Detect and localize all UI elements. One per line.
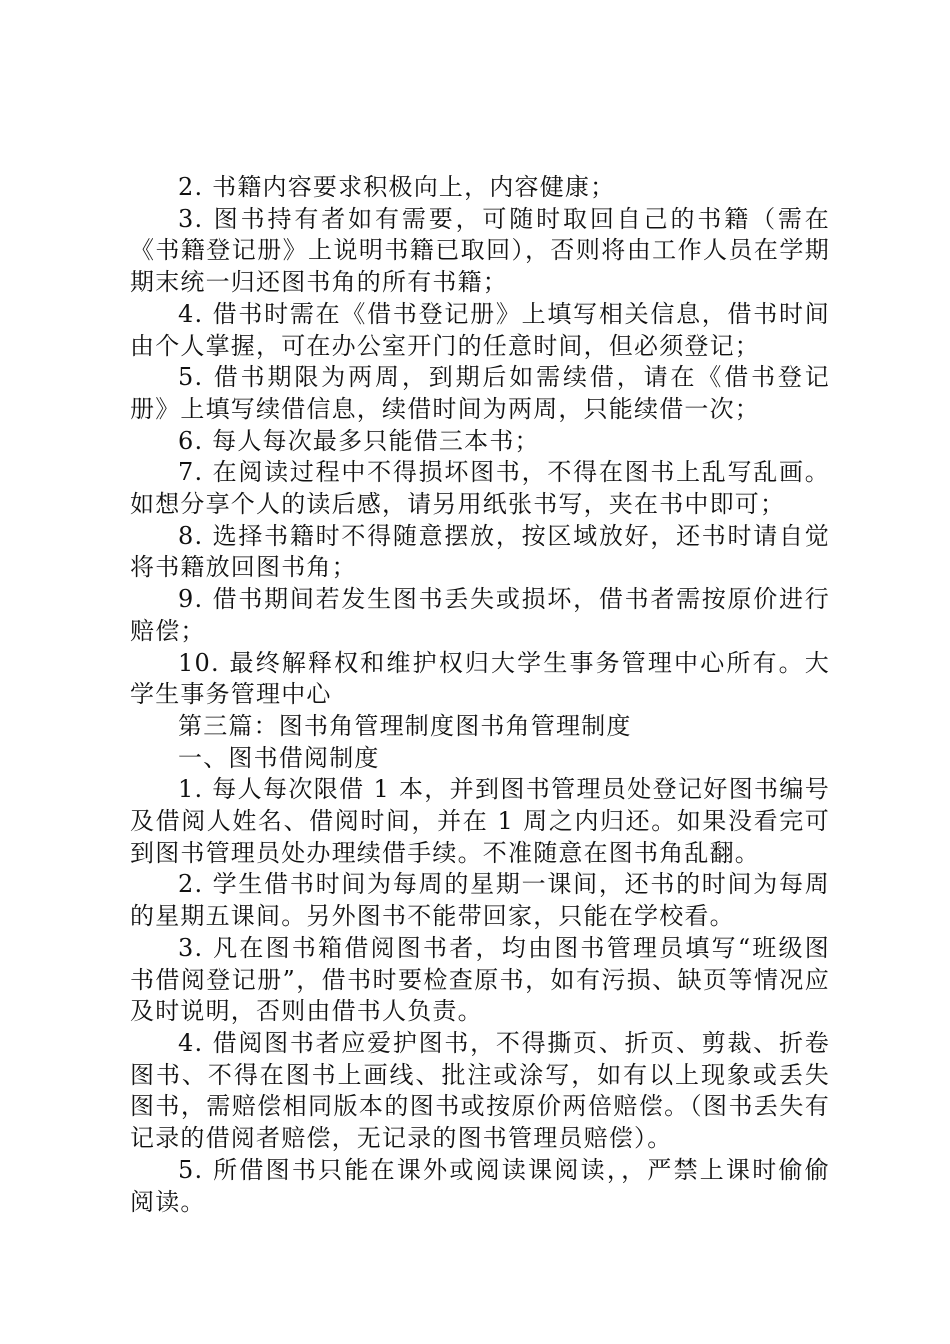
rule-paragraph: 9. 借书期间若发生图书丢失或损坏，借书者需按原价进行赔偿； (130, 585, 830, 645)
subsection-heading: 一、图书借阅制度 (178, 743, 380, 772)
rule-paragraph: 8. 选择书籍时不得随意摆放，按区域放好，还书时请自觉将书籍放回图书角； (130, 521, 830, 582)
rule-paragraph: 2. 学生借书时间为每周的星期一课间，还书的时间为每周的星期五课间。另外图书不能带回家，只能在学校看。 (130, 870, 830, 931)
rule-paragraph: 3. 图书持有者如有需要，可随时取回自己的书籍（需在《书籍登记册》上说明书籍已取回），否则将由工作人员在学期期末统一归还图书角的所有书籍； (130, 204, 830, 297)
document-body (130, 172, 830, 1218)
rule-paragraph: 5. 所借图书只能在课外或阅读课阅读，，严禁上课时偷偷阅读。 (130, 1155, 830, 1216)
rule-paragraph: 6. 每人每次最多只能借三本书； (178, 426, 540, 455)
rule-paragraph: 10. 最终解释权和维护权归大学生事务管理中心所有。大学生事务管理中心 (130, 648, 830, 709)
rule-paragraph: 4. 借阅图书者应爱护图书，不得撕页、折页、剪裁、折卷图书、不得在图书上画线、批注或涂写，如有以上现象或丢失图书，需赔偿相同版本的图书或按原价两倍赔偿。（图书丢失有记录的借阅者赔偿，无记录的图书管理员赔偿）。 (130, 1028, 830, 1153)
section-title: 第三篇：图书角管理制度图书角管理制度 (178, 711, 632, 740)
rule-paragraph: 7. 在阅读过程中不得损坏图书，不得在图书上乱写乱画。如想分享个人的读后感，请另用纸张书写，夹在书中即可； (130, 458, 830, 519)
rule-paragraph: 2. 书籍内容要求积极向上，内容健康； (178, 173, 616, 201)
rule-paragraph: 4. 借书时需在《借书登记册》上填写相关信息，借书时间由个人掌握，可在办公室开门的任意时间，但必须登记； (130, 299, 830, 360)
rule-paragraph: 3. 凡在图书箱借阅图书者，均由图书管理员填写“班级图书借阅登记册”，借书时要检查原书，如有污损、缺页等情况应及时说明，否则由借书人负责。 (130, 933, 830, 1026)
rule-paragraph: 5. 借书期限为两周，到期后如需续借，请在《借书登记册》上填写续借信息，续借时间为两周，只能续借一次； (130, 363, 830, 423)
rule-paragraph: 1. 每人每次限借 1 本，并到图书管理员处登记好图书编号及借阅人姓名、借阅时间，并在 1 周之内归还。如果没看完可到图书管理员处办理续借手续。不准随意在图书角乱翻。 (130, 775, 830, 867)
